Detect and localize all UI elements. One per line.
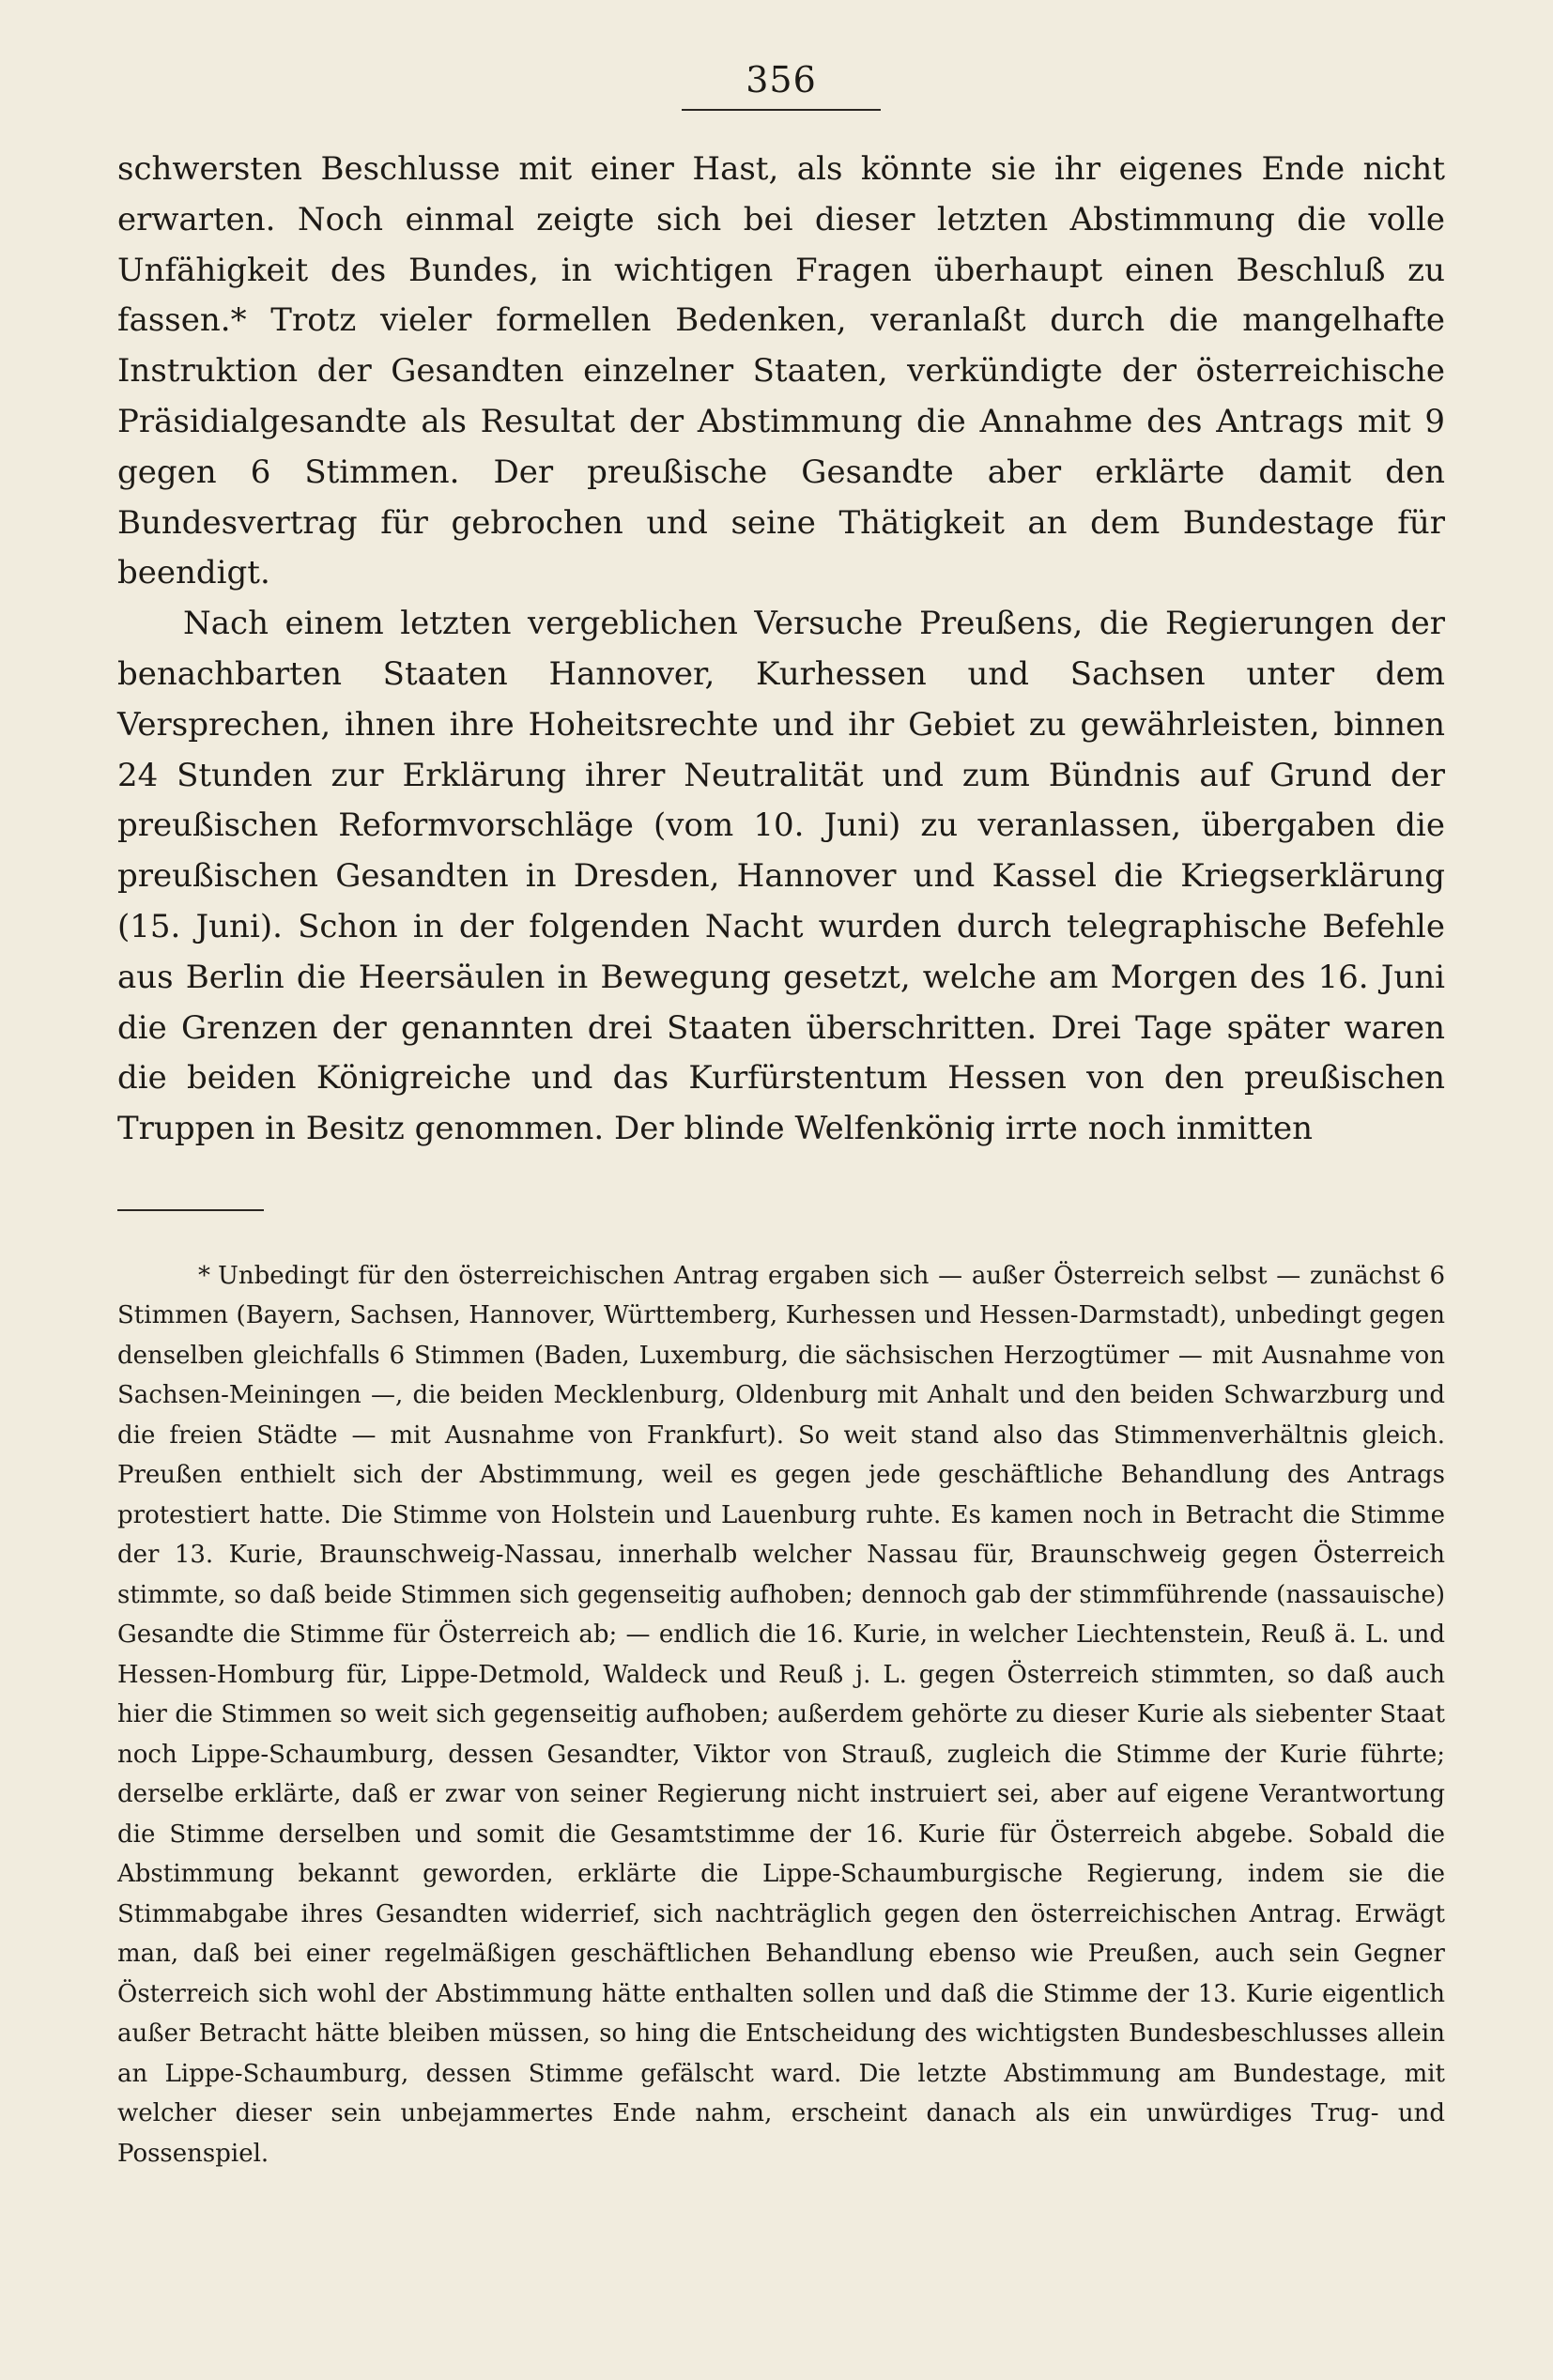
- page-number-rule: [682, 109, 881, 111]
- paragraph-1: schwersten Beschlusse mit einer Hast, als könnte sie ihr eigenes Ende nicht erwarten. Noch einmal zeigte sich bei dieser letzten Abstimmung die volle Unfähigkeit des Bundes, in wichtigen Fragen überhaupt einen Beschluß zu fassen.* Trotz vieler formellen Bedenken, veranlaßt durch die mangelhafte Instruktion der Gesandten einzelner Staaten, verkündigte der österreichische Präsidialgesandte als Resultat der Abstimmung die Annahme des Antrags mit 9 gegen 6 Stimmen. Der preußische Gesandte aber erklärte damit den Bundesvertrag für gebrochen und seine Thätigkeit an dem Bundestage für beendigt.: [117, 150, 1445, 592]
- footnote-paragraph: [117, 1256, 1445, 2174]
- page-number: 356: [746, 59, 817, 100]
- footnote-rule: [117, 1209, 264, 1211]
- footnote-text: Unbedingt für den österreichischen Antrag ergaben sich — außer Österreich selbst — zunächst 6 Stimmen (Bayern, Sachsen, Hannover, Württemberg, Kurhessen und Hessen-Darmstadt), unbedingt gegen denselben gleichfalls 6 Stimmen (Baden, Luxemburg, die sächsischen Herzogtümer — mit Ausnahme von Sachsen-Meiningen —, die beiden Mecklenburg, Oldenburg mit Anhalt und den beiden Schwarzburg und die freien Städte — mit Ausnahme von Frankfurt). So weit stand also das Stimmenverhältnis gleich. Preußen enthielt sich der Abstimmung, weil es gegen jede geschäftliche Behandlung des Antrags protestiert hatte. Die Stimme von Holstein und Lauenburg ruhte. Es kamen noch in Betracht die Stimme der 13. Kurie, Braunschweig-Nassau, innerhalb welcher Nassau für, Braunschweig gegen Österreich stimmte, so daß beide Stimmen sich gegenseitig aufhoben; dennoch gab der stimmführende (nassauische) Gesandte die Stimme für Österreich ab; — endlich die 16. Kurie, in welcher Liechtenstein, Reuß ä. L. und Hessen-Homburg für, Lippe-Detmold, Waldeck und Reuß j. L. gegen Österreich stimmten, so daß auch hier die Stimmen so weit sich gegenseitig aufhoben; außerdem gehörte zu dieser Kurie als siebenter Staat noch Lippe-Schaumburg, dessen Gesandter, Viktor von Strauß, zugleich die Stimme der Kurie führte; derselbe erklärte, daß er zwar von seiner Regierung nicht instruiert sei, aber auf eigene Verantwortung die Stimme derselben und somit die Gesamtstimme der 16. Kurie für Österreich abgebe. Sobald die Abstimmung bekannt geworden, erklärte die Lippe-Schaumburgische Regierung, indem sie die Stimmabgabe ihres Gesandten widerrief, sich nachträglich gegen den österreichischen Antrag. Erwägt man, daß bei einer regelmäßigen geschäftlichen Behandlung ebenso wie Preußen, auch sein Gegner Österreich sich wohl der Abstimmung hätte enthalten sollen und daß die Stimme der 13. Kurie eigentlich außer Betracht hätte bleiben müssen, so hing die Entscheidung des wichtigsten Bundesbeschlusses allein an Lippe-Schaumburg, dessen Stimme gefälscht ward. Die letzte Abstimmung am Bundestage, mit welcher dieser sein unbejammertes Ende nahm, erscheint danach als ein unwürdiges Trug- und Possenspiel.: [117, 1261, 1445, 2168]
- main-text: [117, 145, 1445, 1155]
- footnote: [117, 1256, 1445, 2174]
- book-page: [117, 56, 1445, 2173]
- footnote-marker: *: [198, 1261, 210, 1290]
- paragraph-2: Nach einem letzten vergeblichen Versuche Preußens, die Regierungen der benachbarten Staaten Hannover, Kurhessen und Sachsen unter dem Versprechen, ihnen ihre Hoheitsrechte und ihr Gebiet zu gewährleisten, binnen 24 Stunden zur Erklärung ihrer Neutralität und zum Bündnis auf Grund der preußischen Reformvorschläge (vom 10. Juni) zu veranlassen, übergaben die preußischen Gesandten in Dresden, Hannover und Kassel die Kriegserklärung (15. Juni). Schon in der folgenden Nacht wurden durch telegraphische Befehle aus Berlin die Heersäulen in Bewegung gesetzt, welche am Morgen des 16. Juni die Grenzen der genannten drei Staaten überschritten. Drei Tage später waren die beiden Königreiche und das Kurfürstentum Hessen von den preußischen Truppen in Besitz genommen. Der blinde Welfenkönig irrte noch inmitten: [117, 605, 1445, 1148]
